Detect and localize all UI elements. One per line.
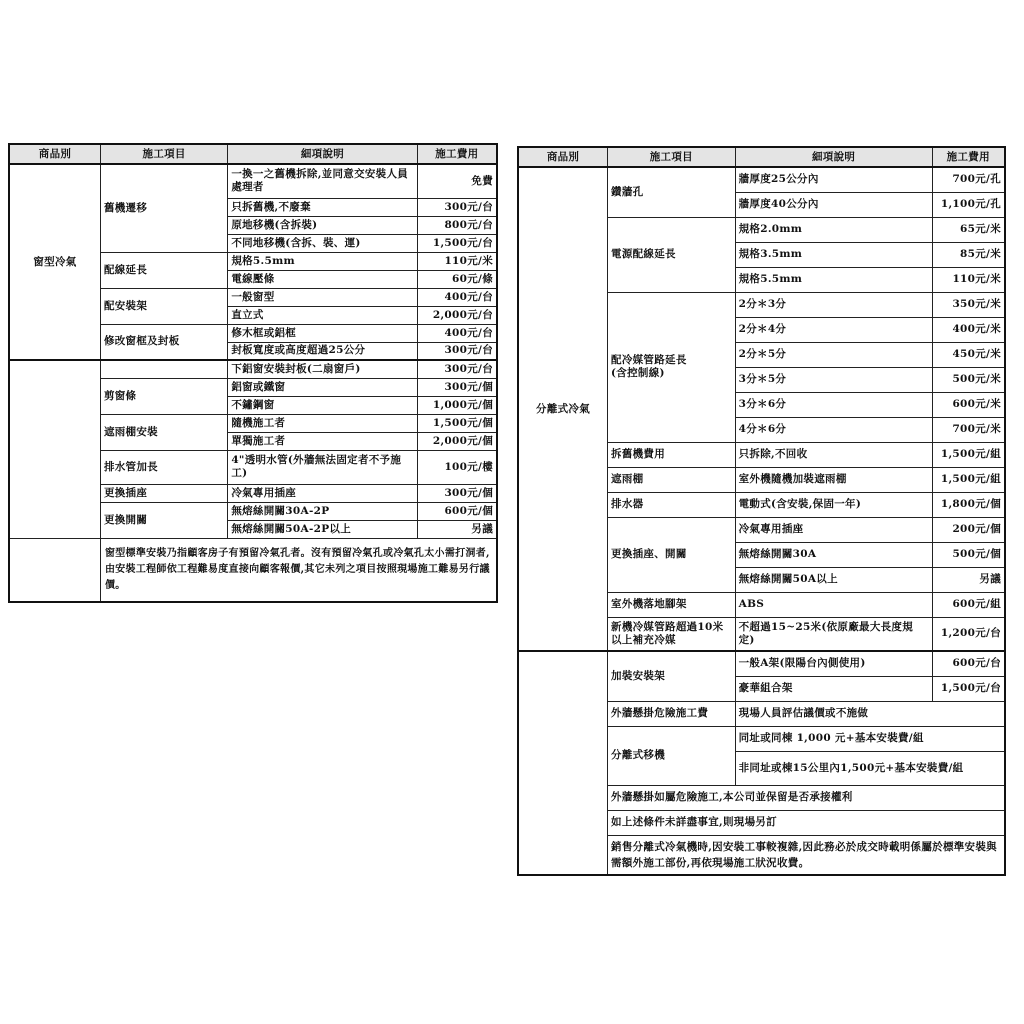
fee-cell: 65元/米 [932, 217, 1005, 242]
detail-cell: 無熔絲開關50A以上 [735, 567, 932, 592]
fee-cell: 400元/台 [417, 288, 497, 306]
fee-cell: 400元/台 [417, 324, 497, 342]
item-cell: 遮雨棚 [608, 467, 736, 492]
item-cell: 更換插座、開關 [608, 517, 736, 592]
fee-cell: 免費 [417, 164, 497, 198]
item-cell: 分離式移機 [608, 726, 736, 785]
fee-cell: 2,000元/台 [417, 306, 497, 324]
item-cell: 室外機落地腳架 [608, 592, 736, 617]
fee-cell: 1,100元/孔 [932, 192, 1005, 217]
col-header-product: 商品別 [518, 147, 608, 167]
detail-cell: 豪華組合架 [735, 676, 932, 701]
fee-cell: 300元/個 [417, 378, 497, 396]
fee-cell: 350元/米 [932, 292, 1005, 317]
detail-cell: 電動式(含安裝,保固一年) [735, 492, 932, 517]
detail-cell: 只拆除,不回收 [735, 442, 932, 467]
item-label: 配冷媒管路延長 [611, 354, 687, 366]
fee-cell: 2,000元/個 [417, 432, 497, 450]
note-cell: 銷售分離式冷氣機時,因安裝工事較複雜,因此務必於成交時載明係屬於標準安裝與需額外施工部份,再依現場施工狀況收費。 [608, 835, 1005, 875]
table-row [9, 360, 497, 378]
item-cell: 配安裝架 [100, 288, 227, 324]
fee-cell: 100元/樓 [417, 450, 497, 484]
detail-cell: 不超過15~25米(依原廠最大長度規定) [735, 617, 932, 651]
fee-cell: 1,500元/組 [932, 467, 1005, 492]
split-ac-fee-table [517, 146, 1006, 876]
detail-cell: 同址或同棟 1,000 元+基本安裝費/組 [735, 726, 1005, 751]
item-cell: 電源配線延長 [608, 217, 736, 292]
fee-cell: 300元/台 [417, 198, 497, 216]
fee-cell: 500元/個 [932, 542, 1005, 567]
item-cell: 剪窗條 [100, 378, 227, 414]
detail-cell: 冷氣專用插座 [228, 484, 417, 502]
note-blank-cell [9, 538, 100, 602]
detail-cell: 3分＊6分 [735, 392, 932, 417]
detail-cell: 一般窗型 [228, 288, 417, 306]
fee-cell: 110元/米 [932, 267, 1005, 292]
detail-cell: 規格3.5mm [735, 242, 932, 267]
fee-cell: 85元/米 [932, 242, 1005, 267]
fee-cell: 另議 [417, 520, 497, 538]
detail-cell: 規格2.0mm [735, 217, 932, 242]
detail-cell: 直立式 [228, 306, 417, 324]
col-header-item: 施工項目 [100, 144, 227, 164]
detail-cell: 不同地移機(含拆、裝、運) [228, 234, 417, 252]
detail-cell: 規格5.5mm [228, 252, 417, 270]
detail-cell: 牆厚度40公分內 [735, 192, 932, 217]
detail-cell: 只拆舊機,不廢棄 [228, 198, 417, 216]
item-cell: 修改窗框及封板 [100, 324, 227, 360]
item-cell: 排水器 [608, 492, 736, 517]
detail-cell: 下鋁窗安裝封板(二扇窗戶) [228, 360, 417, 378]
detail-cell: 無熔絲開關30A-2P [228, 502, 417, 520]
col-header-item: 施工項目 [608, 147, 736, 167]
col-header-detail: 細項說明 [735, 147, 932, 167]
fee-cell: 1,500元/台 [932, 676, 1005, 701]
detail-cell: 非同址或棟15公里內1,500元+基本安裝費/組 [735, 751, 1005, 785]
item-cell: 更換開關 [100, 502, 227, 538]
category-cell: 分離式冷氣 [518, 167, 608, 651]
detail-cell: 2分＊3分 [735, 292, 932, 317]
detail-cell: 單獨施工者 [228, 432, 417, 450]
table-row [518, 651, 1005, 676]
detail-cell: 2分＊5分 [735, 342, 932, 367]
detail-cell: 封板寬度或高度超過25公分 [228, 342, 417, 360]
fee-cell: 700元/米 [932, 417, 1005, 442]
fee-cell: 60元/條 [417, 270, 497, 288]
note-cell: 窗型標準安裝乃指顧客房子有預留冷氣孔者。沒有預留冷氣孔或冷氣孔太小需打洞者,由安裝工程師依工程難易度直接向顧客報價,其它未列之項目按照現場施工難易另行議價。 [100, 538, 497, 602]
detail-cell: 2分＊4分 [735, 317, 932, 342]
detail-cell: 一般A架(限陽台內側使用) [735, 651, 932, 676]
header-row [518, 147, 1005, 167]
item-cell: 更換插座 [100, 484, 227, 502]
fee-cell: 450元/米 [932, 342, 1005, 367]
fee-cell: 700元/孔 [932, 167, 1005, 192]
item-cell: 外牆懸掛危險施工費 [608, 701, 736, 726]
item-sublabel: (含控制線) [611, 367, 665, 379]
window-ac-fee-table [8, 143, 498, 603]
detail-cell: 冷氣專用插座 [735, 517, 932, 542]
category-cell-blank [518, 651, 608, 875]
detail-cell: 電線壓條 [228, 270, 417, 288]
detail-cell: 無熔絲開關30A [735, 542, 932, 567]
item-cell: 鑽牆孔 [608, 167, 736, 217]
detail-cell: 室外機隨機加裝遮雨棚 [735, 467, 932, 492]
detail-cell: 原地移機(含拆裝) [228, 216, 417, 234]
fee-cell: 400元/米 [932, 317, 1005, 342]
fee-cell: 1,500元/台 [417, 234, 497, 252]
detail-cell: 鋁窗或鐵窗 [228, 378, 417, 396]
col-header-detail: 細項說明 [228, 144, 417, 164]
col-header-fee: 施工費用 [932, 147, 1005, 167]
fee-cell: 600元/個 [417, 502, 497, 520]
fee-cell: 1,000元/個 [417, 396, 497, 414]
note-cell: 外牆懸掛如屬危險施工,本公司並保留是否承接權利 [608, 785, 1005, 810]
detail-cell: 不鏽鋼窗 [228, 396, 417, 414]
table-row [518, 167, 1005, 192]
item-cell [100, 360, 227, 378]
fee-cell: 200元/個 [932, 517, 1005, 542]
detail-cell: 規格5.5mm [735, 267, 932, 292]
col-header-fee: 施工費用 [417, 144, 497, 164]
fee-cell: 110元/米 [417, 252, 497, 270]
fee-cell: 800元/台 [417, 216, 497, 234]
detail-cell: 現場人員評估議價或不施做 [735, 701, 1005, 726]
fee-cell: 600元/台 [932, 651, 1005, 676]
fee-cell: 1,800元/個 [932, 492, 1005, 517]
item-cell: 舊機遷移 [100, 164, 227, 252]
item-cell [608, 292, 736, 442]
fee-cell: 1,200元/台 [932, 617, 1005, 651]
fee-cell: 300元/台 [417, 342, 497, 360]
detail-cell: 4分＊6分 [735, 417, 932, 442]
fee-cell: 300元/個 [417, 484, 497, 502]
fee-cell: 1,500元/組 [932, 442, 1005, 467]
fee-cell: 另議 [932, 567, 1005, 592]
detail-cell: 牆厚度25公分內 [735, 167, 932, 192]
note-row [9, 538, 497, 602]
detail-cell: 一換一之舊機拆除,並同意交安裝人員處理者 [228, 164, 417, 198]
fee-cell: 600元/組 [932, 592, 1005, 617]
item-cell: 加裝安裝架 [608, 651, 736, 701]
note-cell: 如上述條件未詳盡事宜,則現場另訂 [608, 810, 1005, 835]
item-cell: 配線延長 [100, 252, 227, 288]
detail-cell: 3分＊5分 [735, 367, 932, 392]
fee-cell: 1,500元/個 [417, 414, 497, 432]
detail-cell: 4"透明水管(外牆無法固定者不予施工) [228, 450, 417, 484]
fee-cell: 500元/米 [932, 367, 1005, 392]
fee-cell: 300元/台 [417, 360, 497, 378]
item-cell: 拆舊機費用 [608, 442, 736, 467]
table-row [9, 164, 497, 198]
detail-cell: 修木框或鋁框 [228, 324, 417, 342]
item-cell: 遮雨棚安裝 [100, 414, 227, 450]
category-cell: 窗型冷氣 [9, 164, 100, 360]
detail-cell: ABS [735, 592, 932, 617]
item-cell: 新機冷媒管路超過10米以上補充冷媒 [608, 617, 736, 651]
header-row [9, 144, 497, 164]
category-cell-blank [9, 360, 100, 538]
detail-cell: 隨機施工者 [228, 414, 417, 432]
col-header-product: 商品別 [9, 144, 100, 164]
item-cell: 排水管加長 [100, 450, 227, 484]
fee-cell: 600元/米 [932, 392, 1005, 417]
detail-cell: 無熔絲開關50A-2P以上 [228, 520, 417, 538]
